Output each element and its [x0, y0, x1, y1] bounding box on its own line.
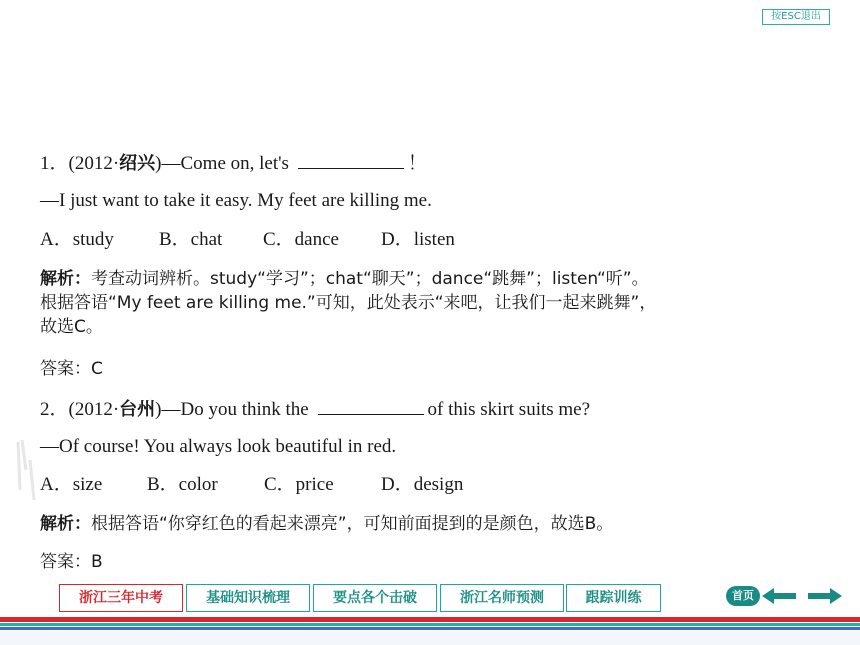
q1-stem [40, 150, 427, 176]
q2-analysis-label: 解析： [40, 514, 91, 534]
home-button[interactable]: 首页 [726, 586, 760, 606]
q1-source-prefix: (2012· [68, 153, 120, 174]
q1-analysis-line1: 考查动词辨析。study“学习”；chat“聊天”；dance“跳舞”；listen“听”。 [91, 269, 649, 289]
q1-answer: 答案：C [40, 359, 103, 379]
tab-tracking-practice[interactable]: 跟踪训练 [566, 584, 661, 612]
q2-answer: 答案：B [40, 552, 103, 572]
q1-option-c: C．dance [263, 229, 339, 250]
q1-option-d: D．listen [381, 229, 455, 250]
q1-number: 1． [40, 153, 69, 174]
q2-option-d: D．design [381, 474, 464, 495]
q1-end-mark: ！ [407, 153, 427, 174]
q1-analysis-line3: 故选C。 [40, 317, 103, 337]
tab-teacher-prediction[interactable]: 浙江名师预测 [440, 584, 564, 612]
q1-analysis [40, 267, 830, 339]
q1-reply: —I just want to take it easy. My feet are killing me. [40, 190, 432, 211]
footer-bar-red [0, 617, 860, 622]
q2-option-b: B．color [147, 474, 218, 495]
q2-options [40, 473, 463, 497]
q2-blank [318, 396, 424, 415]
q2-source-city: 台州 [119, 399, 156, 420]
q2-rest: of this skirt suits me? [427, 399, 591, 420]
next-arrow-icon[interactable] [808, 586, 842, 606]
footer-bar-teal [0, 623, 860, 626]
q2-analysis-text: 根据答语“你穿红色的看起来漂亮”，可知前面提到的是颜色，故选B。 [91, 514, 614, 534]
tab-basic-knowledge[interactable]: 基础知识梳理 [186, 584, 310, 612]
footer-bar-blue [0, 627, 860, 630]
q2-source-suffix: )—Do you think the [155, 399, 309, 420]
q1-option-b: B．chat [159, 229, 223, 250]
q2-analysis [40, 512, 830, 536]
q1-analysis-label: 解析： [40, 269, 91, 289]
q1-source-suffix: )—Come on, let's [155, 153, 289, 174]
tab-zhejiang-three-year-exams[interactable]: 浙江三年中考 [59, 584, 183, 612]
q1-source-city: 绍兴 [119, 153, 156, 174]
q2-reply: —Of course! You always look beautiful in red. [40, 436, 397, 457]
footer-bar-light [0, 631, 860, 645]
tab-key-points[interactable]: 要点各个击破 [313, 584, 437, 612]
q1-analysis-line2: 根据答语“My feet are killing me.”可知，此处表示“来吧，让我们一起来跳舞”， [40, 293, 657, 313]
q2-option-a: A．size [40, 474, 103, 495]
q1-options [40, 228, 455, 252]
q2-option-c: C．price [264, 474, 334, 495]
q2-source-prefix: (2012· [68, 399, 120, 420]
q1-blank [298, 150, 404, 169]
q2-number: 2． [40, 399, 69, 420]
exit-button[interactable]: 按ESC退出 [762, 9, 830, 25]
q2-stem [40, 396, 590, 422]
prev-arrow-icon[interactable] [762, 586, 796, 606]
q1-option-a: A．study [40, 229, 114, 250]
